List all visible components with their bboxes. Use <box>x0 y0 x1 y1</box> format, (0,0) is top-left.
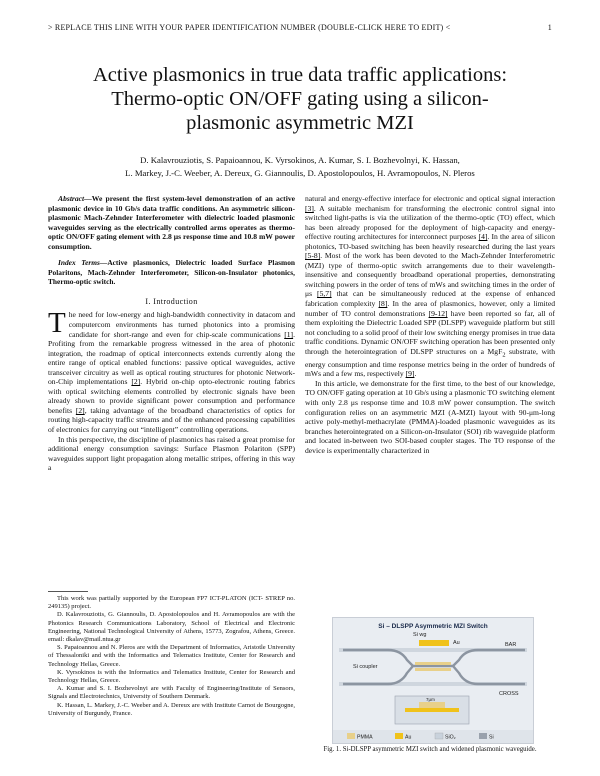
author-list <box>55 154 545 180</box>
legend-label: Si <box>489 734 494 741</box>
body-text: natural and energy-effective interface for electronic and optical signal interaction <box>305 194 555 203</box>
figure-1 <box>332 617 534 744</box>
reference-link[interactable]: [3] <box>305 203 314 213</box>
legend-label: Au <box>405 734 412 741</box>
header-text: > REPLACE THIS LINE WITH YOUR PAPER IDENTIFICATION NUMBER (DOUBLE-CLICK HERE TO EDIT) < <box>48 23 451 32</box>
pmma-arm <box>415 668 451 671</box>
body-paragraph-1 <box>305 194 555 379</box>
index-terms-label: Index Terms <box>58 258 100 268</box>
body-text: . In the area of silicon photonics, TO-based switching has been heavily researched during the last years <box>305 232 555 251</box>
label-cross: CROSS <box>499 691 519 697</box>
footnote: D. Kalavrouziotis, G. Giannoulis, D. Apostolopoulos and H. Avramopoulos are with the Photonics Research Communications Laboratory, School of Electrical and Electronic Engineering, National Technological University of Athens, 15773, Zografou, Athens, Greece. email: dkalav@mail.ntua.gr <box>48 611 295 644</box>
body-text: . Most of the work has been devoted to the Mach-Zehnder Interferometric (MZI) type of thermo-optic switch arrangements due to their wavelength-insensitive and consequently broadband operational properties, demonstrating switching powers in the order of tens of mWs and switching times in the order of μs <box>305 251 555 299</box>
abstract-label: Abstract <box>58 194 85 203</box>
left-column <box>48 194 295 473</box>
abstract-text: —We present the first system-level demonstration of an active plasmonic device in 10 Gb/s data traffic conditions. An asymmetric silicon-plasmonic Mach-Zehnder Interferometer with dielectric loaded plasmonic waveguides serving as the electrically controlled arms operates as thermo-optic ON/OFF gating element with 2.8 μs response time and 10.8 mW power consumption. <box>48 194 295 251</box>
body-text: . A suitable mechanism for transforming the electronic control signal into switched light-paths is via the utilization of the thermo-optic (TO) effect, which has been already proposed for the deployment of high-capacity and energy-effective routing architectures for interconnect purposes <box>305 203 555 242</box>
label-si-coupler: Si coupler <box>353 664 378 670</box>
footnote: S. Papaioannou and N. Pleros are with the Department of Informatics, Aristotle University of Thessaloniki and with the Informatics and Telematics Institute, Center for Research and Technology Hellas, Greece. <box>48 644 295 668</box>
reference-link[interactable]: [9] <box>405 369 415 379</box>
page-number: 1 <box>547 23 552 32</box>
footnote: A. Kumar and S. I. Bozhevolnyi are with Faculty of Engineering/Institute of Sensors, Signals and Electrotechnics, University of Southern Denmark. <box>48 685 295 701</box>
body-text: that can be simultaneously reduced at the expense of enhanced fabrication complexity <box>305 289 555 309</box>
footnotes <box>48 591 295 718</box>
label-au: Au <box>453 640 460 646</box>
right-column <box>305 194 555 455</box>
reference-link[interactable]: [5-8] <box>305 251 321 261</box>
index-terms-text: —Active plasmonics, Dielectric loaded Surface Plasmon Polaritons, Mach-Zehnder Interferometer, Silicon-on-Insulator photonics, Thermo-optic switch. <box>48 258 295 287</box>
paper-title: Active plasmonics in true data traffic applications: Thermo-optic ON/OFF gating using a silicon-plasmonic asymmetric MZI <box>92 64 508 134</box>
drop-cap: T <box>48 307 66 340</box>
label-bar: BAR <box>505 642 517 648</box>
index-terms <box>48 258 295 287</box>
pmma-arm <box>415 662 451 665</box>
mzi-schematic <box>333 618 533 743</box>
label-si-wg: Si wg <box>413 632 427 638</box>
reference-link[interactable]: [9-12] <box>428 308 448 318</box>
reference-link[interactable]: [2] <box>75 405 85 415</box>
page-header <box>48 23 552 32</box>
reference-link[interactable]: [5,7] <box>317 289 332 299</box>
section-heading: I. Introduction <box>145 296 198 306</box>
subscript: 2 <box>502 351 506 359</box>
reference-link[interactable]: [4] <box>478 232 488 242</box>
footnote: K. Vyrsokinos is with the Informatics and Telematics Institute, Center for Research and Technology Hellas, Greece. <box>48 668 295 685</box>
body-text: . <box>414 369 417 379</box>
body-paragraph-2: In this article, we demonstrate for the first time, to the best of our knowledge, TO ON/OFF gating operation at 10 Gb/s using a plasmonic TO switching element with only 2.8 μs response time and 10.8 mW power consumption. The switch configuration relies on an asymmetric MZI (A-MZI) layout with 90-μm-long active poly-methyl-methacrylate (PMMA)-loaded plasmonic waveguides as its branches heterointegrated on a Silicon-on-Insulator (SOI) rib waveguide platform and located in-between two SOI-based coupler stages. The TO response of the device is experimentally characterized in <box>305 378 555 455</box>
author-line: L. Markey, J.-C. Weeber, A. Dereux, G. Giannoulis, D. Apostolopoulos, H. Avramopoulos, N. Pleros <box>125 168 475 178</box>
figure-caption: Fig. 1. Si-DLSPP asymmetric MZI switch and widened plasmonic waveguide. <box>323 746 537 753</box>
intro-paragraph-2: In this perspective, the discipline of plasmonics has raised a great promise for additional energy consumption savings: Surface Plasmon Polariton (SPP) waveguides support light propagation along metallic stripes, offering in this way a <box>48 434 295 473</box>
intro-text: he need for low-energy and high-bandwidth connectivity in datacom and computercom environments has turned photonics into a promising candidate for short-range and even for chip-scale communications <box>68 310 295 339</box>
legend-swatch-sio2 <box>435 733 443 739</box>
footnote-divider <box>48 591 88 592</box>
figure-title: Si – DLSPP Asymmetric MZI Switch <box>378 623 488 630</box>
reference-link[interactable]: [1] <box>284 329 294 339</box>
abstract <box>48 194 295 251</box>
body-text: have been reported so far, all of them exploiting the Dielectric Loaded SPP (DLSPP) waveguide platform but still not concluding to a solid proof of their low switching energy promises in true data traffic conditions. Dynamic ON/OFF switching operation has been presented only through the heterointegration of DLSPP structures on a MgF <box>305 308 555 356</box>
legend-swatch-si <box>479 733 487 739</box>
intro-paragraph-1 <box>48 307 295 435</box>
intro-text: , taking advantage of the broadband characteristics of optics for routing high-capacity traffic streams and of the enhanced processing capabilities of electronics for carrying out “intelligent” controlling operations. <box>48 405 295 435</box>
footnote: This work was partially supported by the European FP7 ICT-PLATON (ICT- STREP no. 249135) project. <box>48 595 295 611</box>
legend-swatch-au <box>395 733 403 739</box>
body-text: substrate, with energy consumption and time response metrics being in the order of hundreds of mWs and a few ms, respectively <box>305 346 555 379</box>
legend-label: PMMA <box>357 734 373 741</box>
gold-pad <box>419 640 449 646</box>
reference-link[interactable]: [2] <box>131 377 141 387</box>
footnote: K. Hassan, L. Markey, J.-C. Weeber and A. Dereux are with Institute Carnot de Bourgogne, University of Burgundy, France. <box>48 701 295 717</box>
intro-text: . Hybrid on-chip opto-electronic routing fabrics with optical switching elements controlled by electronic signals have been already shown to provide significant power consumption and performance benefits <box>48 377 295 415</box>
legend-swatch-pmma <box>347 733 355 739</box>
label-scale: 7μm <box>426 697 435 702</box>
legend-label: SiO₂ <box>445 734 456 741</box>
inset-gold <box>405 708 459 712</box>
body-text: . In the area of plasmonics, however, only a limited number of TO control demonstrations <box>305 299 555 318</box>
reference-link[interactable]: [8] <box>378 299 388 309</box>
intro-text: . Profiting from the remarkable progress witnessed in the area of photonic integration, the roadmap of optical interconnects extends currently along the entire range of optical enabled functions: passive optical waveguides, active transceiver circuitry as well as optical routing structures for photonic Network-on-Chip implementations <box>48 329 295 387</box>
inset-pmma <box>419 702 445 708</box>
author-line: D. Kalavrouziotis, S. Papaioannou, K. Vyrsokinos, A. Kumar, S. I. Bozhevolnyi, K. Hassan, <box>140 155 460 165</box>
